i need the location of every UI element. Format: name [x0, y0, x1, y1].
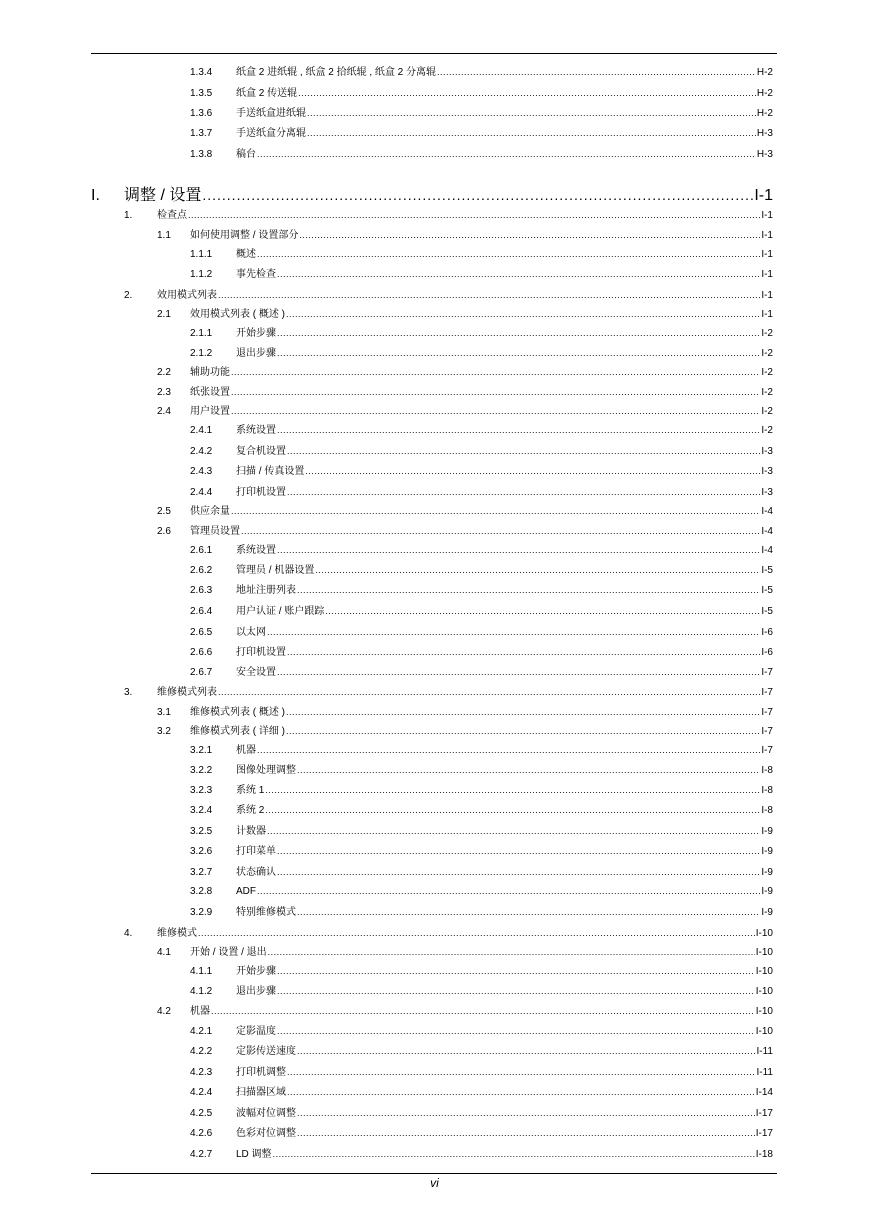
toc-entry-number: 1.3.6 [190, 108, 213, 119]
toc-entry-title: ADF [236, 886, 256, 897]
toc-entry-number: 2.1 [157, 309, 171, 320]
toc-entry-title: 维修模式列表 [157, 687, 217, 698]
toc-entry[interactable] [91, 183, 773, 207]
toc-entry-number: 1.3.7 [190, 128, 213, 139]
toc-entry-number: 2.6.1 [190, 545, 213, 556]
toc-entry[interactable] [190, 963, 773, 979]
toc-entry-number: 4.2.6 [190, 1128, 213, 1139]
toc-entry-page: I-2 [761, 328, 773, 339]
toc-leader-dots [315, 562, 760, 578]
toc-leader-dots [257, 742, 760, 758]
toc-entry-title: 管理员 / 机器设置 [236, 565, 315, 576]
toc-entry-title: 图像处理调整 [236, 765, 296, 776]
toc-entry-page: I-1 [761, 269, 773, 280]
footer-rule [91, 1173, 777, 1174]
toc-leader-dots [267, 624, 760, 640]
toc-entry-page: I-7 [761, 667, 773, 678]
toc-entry[interactable] [190, 484, 773, 500]
toc-leader-dots [307, 105, 756, 121]
toc-entry-page: I-8 [761, 785, 773, 796]
toc-entry-title: 纸盒 2 进纸辊 , 纸盒 2 拾纸辊 , 纸盒 2 分离辊 [236, 67, 437, 78]
toc-entry-number: 2. [124, 290, 133, 301]
toc-leader-dots [287, 644, 760, 660]
toc-entry-page: I-10 [755, 1006, 773, 1017]
toc-entry-page: I-7 [761, 707, 773, 718]
toc-entry-title: 管理员设置 [190, 526, 240, 537]
toc-entry-page: I-3 [761, 446, 773, 457]
toc-entry-title: 特别维修模式 [236, 907, 296, 918]
toc-entry-number: 4.2.7 [190, 1149, 213, 1160]
toc-entry[interactable] [190, 644, 773, 660]
toc-entry-page: H-2 [756, 67, 773, 78]
toc-entry-page: I-11 [756, 1046, 773, 1057]
toc-entry-page: I-8 [761, 805, 773, 816]
toc-leader-dots [305, 463, 760, 479]
toc-leader-dots [287, 443, 760, 459]
toc-entry[interactable] [190, 843, 773, 859]
toc-entry-number: 1.1.1 [190, 249, 213, 260]
toc-leader-dots [277, 963, 755, 979]
toc-entry-page: I-9 [761, 826, 773, 837]
toc-leader-dots [307, 125, 756, 141]
toc-entry-title: 维修模式列表 ( 详细 ) [190, 726, 285, 737]
toc-entry-title: 打印机设置 [236, 487, 286, 498]
toc-entry-number: 1.1 [157, 230, 171, 241]
toc-entry-title: 用户认证 / 账户跟踪 [236, 606, 325, 617]
toc-entry[interactable] [190, 762, 773, 778]
toc-entry-number: 2.4.2 [190, 446, 213, 457]
toc-entry[interactable] [157, 503, 773, 519]
toc-entry-number: 2.5 [157, 506, 171, 517]
toc-entry-page: I-9 [761, 907, 773, 918]
toc-entry-page: I-14 [755, 1087, 773, 1098]
toc-entry-title: 安全设置 [236, 667, 276, 678]
toc-entry-page: I-1 [761, 210, 773, 221]
toc-entry-title: 打印机设置 [236, 647, 286, 658]
toc-entry-page: I-1 [761, 230, 773, 241]
toc-entry-number: 1.3.8 [190, 149, 213, 160]
toc-entry-number: 3.1 [157, 707, 171, 718]
toc-leader-dots [231, 403, 760, 419]
toc-entry-number: 2.3 [157, 387, 171, 398]
toc-entry-page: I-6 [761, 627, 773, 638]
toc-entry-title: 手送纸盒进纸辊 [236, 108, 306, 119]
page-number: vi [430, 1176, 439, 1190]
toc-entry-number: 2.6.5 [190, 627, 213, 638]
toc-entry-title: 纸盒 2 传送辊 [236, 88, 298, 99]
toc-entry[interactable] [190, 1043, 773, 1059]
toc-entry-page: I-17 [755, 1128, 773, 1139]
toc-leader-dots [198, 925, 755, 941]
toc-entry-number: 2.4 [157, 406, 171, 417]
toc-entry[interactable] [190, 266, 773, 282]
toc-entry[interactable] [190, 463, 773, 479]
toc-entry-title: 概述 [236, 249, 256, 260]
toc-leader-dots [297, 1125, 755, 1141]
toc-leader-dots [297, 762, 760, 778]
toc-entry-title: 扫描 / 传真设置 [236, 466, 305, 477]
toc-leader-dots [231, 503, 760, 519]
toc-entry-number: 4.2 [157, 1006, 171, 1017]
toc-leader-dots [218, 287, 760, 303]
toc-leader-dots [265, 802, 760, 818]
toc-entry-title: 系统 1 [236, 785, 265, 796]
toc-entry-number: 1.3.5 [190, 88, 213, 99]
toc-leader-dots [218, 684, 760, 700]
toc-entry-number: 3.2.8 [190, 886, 213, 897]
toc-entry-number: 3.2.7 [190, 867, 213, 878]
toc-entry-number: 2.6.2 [190, 565, 213, 576]
toc-entry-page: I-2 [761, 367, 773, 378]
toc-leader-dots [257, 246, 760, 262]
toc-entry-number: 1.1.2 [190, 269, 213, 280]
toc-leader-dots [277, 864, 760, 880]
toc-entry-page: I-11 [756, 1067, 773, 1078]
toc-entry-title: 事先检查 [236, 269, 276, 280]
toc-leader-dots [297, 1105, 755, 1121]
toc-leader-dots [297, 582, 760, 598]
toc-entry-number: 1.3.4 [190, 67, 213, 78]
toc-entry[interactable] [157, 384, 773, 400]
toc-leader-dots [437, 64, 756, 80]
toc-leader-dots [277, 1023, 755, 1039]
toc-entry-title: 稿台 [236, 149, 256, 160]
toc-leader-dots [265, 782, 760, 798]
toc-leader-dots [287, 1084, 755, 1100]
toc-entry[interactable] [190, 443, 773, 459]
toc-entry-page: I-7 [761, 687, 773, 698]
toc-entry-title: 以太网 [236, 627, 266, 638]
toc-entry[interactable] [190, 883, 773, 899]
toc-entry-page: H-3 [756, 128, 773, 139]
toc-entry-page: I-7 [761, 745, 773, 756]
toc-entry-title: 调整 / 设置 [124, 187, 202, 204]
toc-leader-dots [286, 723, 760, 739]
toc-entry-number: 4.1.1 [190, 966, 213, 977]
toc-entry-page: I-3 [761, 466, 773, 477]
toc-entry-number: 2.1.2 [190, 348, 213, 359]
toc-entry-number: 4.2.1 [190, 1026, 213, 1037]
toc-entry-title: 如何使用调整 / 设置部分 [190, 230, 299, 241]
toc-leader-dots [286, 704, 760, 720]
toc-entry-title: 系统设置 [236, 425, 276, 436]
toc-entry-number: 3.2.2 [190, 765, 213, 776]
toc-entry[interactable] [124, 207, 773, 223]
toc-leader-dots [231, 364, 760, 380]
toc-entry[interactable] [190, 983, 773, 999]
toc-entry-number: 4.2.3 [190, 1067, 213, 1078]
toc-entry-number: 3.2.3 [190, 785, 213, 796]
toc-leader-dots [277, 664, 760, 680]
toc-entry-title: 开始 / 设置 / 退出 [190, 947, 267, 958]
toc-entry[interactable] [190, 105, 773, 121]
toc-entry[interactable] [157, 523, 773, 539]
toc-entry-title: 退出步骤 [236, 986, 276, 997]
toc-entry[interactable] [124, 684, 773, 700]
toc-entry-title: 系统 2 [236, 805, 265, 816]
toc-entry[interactable] [124, 287, 773, 303]
toc-entry-number: 1. [124, 210, 133, 221]
toc-entry-title: 机器 [236, 745, 256, 756]
toc-entry-number: 4.1 [157, 947, 171, 958]
toc-entry-page: I-9 [761, 886, 773, 897]
toc-leader-dots [287, 1064, 756, 1080]
toc-leader-dots [277, 422, 760, 438]
toc-entry-page: I-6 [761, 647, 773, 658]
toc-entry[interactable] [190, 1146, 773, 1162]
toc-entry-title: 状态确认 [236, 867, 276, 878]
toc-entry-title: 打印机调整 [236, 1067, 286, 1078]
toc-leader-dots [325, 603, 760, 619]
toc-entry-page: I-1 [754, 187, 773, 204]
toc-entry-number: 4.1.2 [190, 986, 213, 997]
toc-leader-dots [297, 904, 760, 920]
toc-entry-page: I-7 [761, 726, 773, 737]
toc-entry-title: 维修模式 [157, 928, 197, 939]
toc-entry[interactable] [190, 782, 773, 798]
toc-leader-dots [298, 85, 756, 101]
toc-entry-number: 4.2.2 [190, 1046, 213, 1057]
toc-leader-dots [277, 345, 760, 361]
toc-entry-title: 纸张设置 [190, 387, 230, 398]
toc-entry-title: 机器 [190, 1006, 210, 1017]
toc-entry[interactable] [190, 345, 773, 361]
toc-entry-number: 2.4.3 [190, 466, 213, 477]
toc-entry-page: I-9 [761, 846, 773, 857]
toc-entry-title: 定影传送速度 [236, 1046, 296, 1057]
toc-entry[interactable] [190, 582, 773, 598]
toc-entry[interactable] [157, 704, 773, 720]
toc-entry-page: I-5 [761, 585, 773, 596]
toc-entry-page: I-10 [755, 928, 773, 939]
toc-entry[interactable] [190, 904, 773, 920]
toc-leader-dots [277, 325, 760, 341]
toc-entry[interactable] [190, 624, 773, 640]
toc-entry-number: 3. [124, 687, 133, 698]
toc-leader-dots [257, 883, 760, 899]
toc-entry-title: 检查点 [157, 210, 187, 221]
toc-entry-title: 复合机设置 [236, 446, 286, 457]
toc-entry-page: I-5 [761, 606, 773, 617]
toc-entry[interactable] [190, 422, 773, 438]
toc-entry-number: 3.2.4 [190, 805, 213, 816]
toc-entry-number: 2.4.4 [190, 487, 213, 498]
toc-entry[interactable] [190, 802, 773, 818]
toc-entry-page: I-2 [761, 348, 773, 359]
toc-entry-number: 2.6.4 [190, 606, 213, 617]
toc-entry-page: I-4 [761, 526, 773, 537]
toc-entry-page: H-2 [756, 88, 773, 99]
toc-leader-dots [277, 843, 760, 859]
toc-entry-title: 计数器 [236, 826, 266, 837]
toc-entry[interactable] [157, 723, 773, 739]
toc-entry[interactable] [190, 246, 773, 262]
toc-entry-page: I-8 [761, 765, 773, 776]
toc-entry-page: I-4 [761, 545, 773, 556]
toc-entry-page: H-2 [756, 108, 773, 119]
toc-entry-page: I-1 [761, 309, 773, 320]
toc-leader-dots [273, 1146, 755, 1162]
toc-leader-dots [231, 384, 760, 400]
toc-entry[interactable] [190, 85, 773, 101]
toc-entry-title: 打印菜单 [236, 846, 276, 857]
toc-entry-number: 3.2 [157, 726, 171, 737]
toc-entry-number: 2.2 [157, 367, 171, 378]
toc-entry-page: I-10 [755, 986, 773, 997]
toc-leader-dots [267, 823, 760, 839]
toc-entry[interactable] [190, 562, 773, 578]
toc-entry-title: 色彩对位调整 [236, 1128, 296, 1139]
toc-entry[interactable] [190, 864, 773, 880]
toc-entry-title: 开始步骤 [236, 328, 276, 339]
toc-entry[interactable] [190, 64, 773, 80]
toc-entry-title: 退出步骤 [236, 348, 276, 359]
toc-entry-number: 4.2.5 [190, 1108, 213, 1119]
toc-entry[interactable] [190, 1084, 773, 1100]
toc-entry-page: I-3 [761, 487, 773, 498]
toc-entry-number: 2.1.1 [190, 328, 213, 339]
toc-leader-dots [202, 183, 753, 207]
toc-entry[interactable] [157, 1003, 773, 1019]
toc-entry-page: I-1 [761, 249, 773, 260]
toc-entry-title: 地址注册列表 [236, 585, 296, 596]
toc-entry-page: I-10 [755, 947, 773, 958]
toc-entry-title: 维修模式列表 ( 概述 ) [190, 707, 285, 718]
toc-entry-page: I-10 [755, 1026, 773, 1037]
toc-entry-title: 手送纸盒分离辊 [236, 128, 306, 139]
toc-entry-number: 2.6.3 [190, 585, 213, 596]
toc-leader-dots [188, 207, 760, 223]
toc-entry[interactable] [190, 603, 773, 619]
toc-entry-title: 系统设置 [236, 545, 276, 556]
toc-entry-title: 辅助功能 [190, 367, 230, 378]
toc-leader-dots [286, 306, 760, 322]
toc-entry-title: 定影温度 [236, 1026, 276, 1037]
toc-entry-page: I-2 [761, 406, 773, 417]
toc-entry[interactable] [157, 944, 773, 960]
toc-entry-number: 3.2.6 [190, 846, 213, 857]
toc-entry-number: 2.6.7 [190, 667, 213, 678]
toc-leader-dots [297, 1043, 756, 1059]
toc-entry-page: I-5 [761, 565, 773, 576]
toc-leader-dots [268, 944, 755, 960]
toc-entry-title: 扫描器区域 [236, 1087, 286, 1098]
toc-entry[interactable] [190, 1064, 773, 1080]
toc-entry-page: I-9 [761, 867, 773, 878]
toc-entry-title: 效用模式列表 [157, 290, 217, 301]
toc-entry[interactable] [190, 125, 773, 141]
toc-leader-dots [277, 542, 760, 558]
toc-entry-page: I-18 [755, 1149, 773, 1160]
toc-entry-title: LD 调整 [236, 1149, 272, 1160]
toc-entry-number: 2.6.6 [190, 647, 213, 658]
toc-entry-page: I-10 [755, 966, 773, 977]
toc-entry-title: 波幅对位调整 [236, 1108, 296, 1119]
toc-entry-page: I-4 [761, 506, 773, 517]
toc-leader-dots [277, 983, 755, 999]
toc-entry-title: 效用模式列表 ( 概述 ) [190, 309, 285, 320]
toc-entry-number: 4.2.4 [190, 1087, 213, 1098]
toc-leader-dots [287, 484, 760, 500]
toc-leader-dots [277, 266, 760, 282]
toc-entry[interactable] [190, 542, 773, 558]
toc-entry[interactable] [190, 742, 773, 758]
toc-entry-number: 3.2.5 [190, 826, 213, 837]
toc-entry-number: 3.2.1 [190, 745, 213, 756]
toc-entry-number: 2.6 [157, 526, 171, 537]
toc-entry-number: 2.4.1 [190, 425, 213, 436]
toc-entry[interactable] [190, 1125, 773, 1141]
toc-entry[interactable] [190, 823, 773, 839]
toc-entry[interactable] [190, 1105, 773, 1121]
toc-entry-title: 用户设置 [190, 406, 230, 417]
toc-entry-page: H-3 [756, 149, 773, 160]
toc-entry[interactable] [157, 403, 773, 419]
toc-entry[interactable] [190, 325, 773, 341]
toc-entry-number: 3.2.9 [190, 907, 213, 918]
toc-entry-page: I-2 [761, 425, 773, 436]
toc-entry-title: 开始步骤 [236, 966, 276, 977]
toc-entry[interactable] [157, 306, 773, 322]
toc-entry[interactable] [190, 664, 773, 680]
toc-entry[interactable] [157, 227, 773, 243]
toc-entry[interactable] [124, 925, 773, 941]
toc-leader-dots [241, 523, 760, 539]
toc-entry-page: I-17 [755, 1108, 773, 1119]
toc-entry-page: I-1 [761, 290, 773, 301]
toc-entry[interactable] [190, 146, 773, 162]
toc-entry-page: I-2 [761, 387, 773, 398]
toc-entry[interactable] [190, 1023, 773, 1039]
toc-entry[interactable] [157, 364, 773, 380]
toc-leader-dots [299, 227, 760, 243]
toc-leader-dots [211, 1003, 755, 1019]
toc-entry-title: 供应余量 [190, 506, 230, 517]
toc-leader-dots [257, 146, 756, 162]
toc-entry-number: 4. [124, 928, 133, 939]
toc-entry-number: I. [91, 187, 100, 204]
